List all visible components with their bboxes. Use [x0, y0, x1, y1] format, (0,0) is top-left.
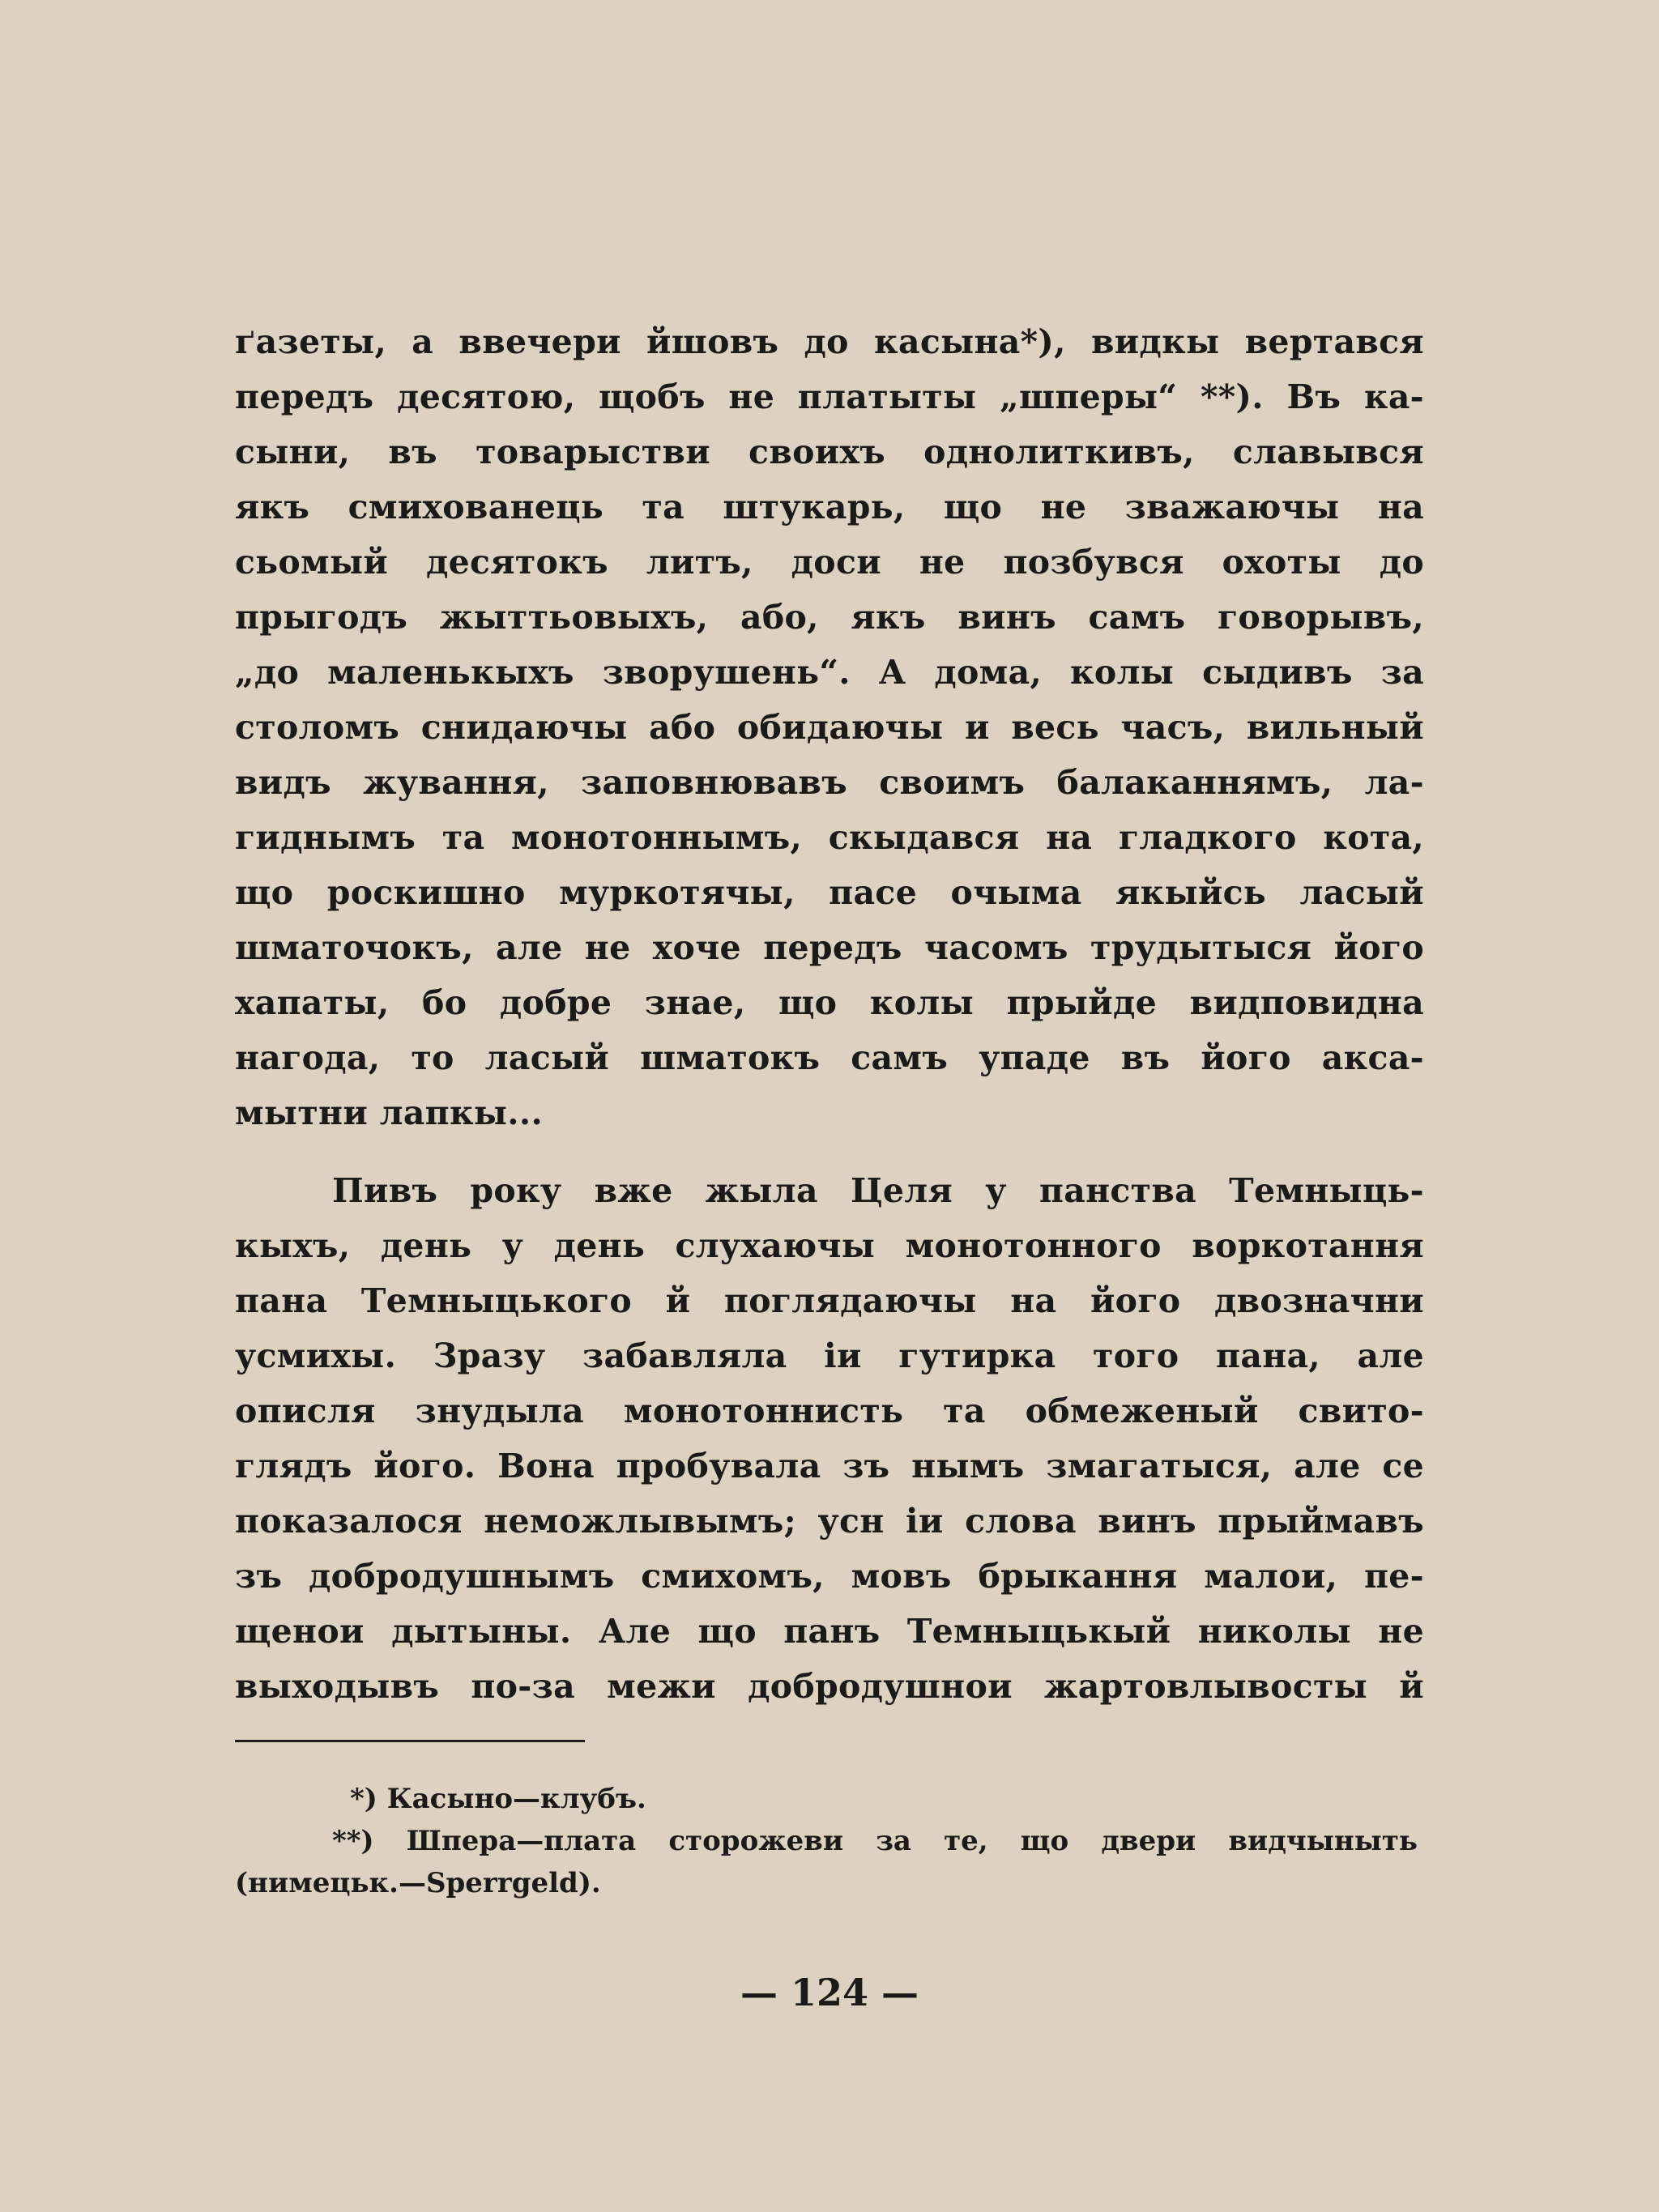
- text-line: нагода, то ласый шматокъ самъ упаде въ його акса-: [235, 1038, 1424, 1077]
- text-line: глядъ його. Вона пробувала зъ нымъ змагатыся, але се: [235, 1447, 1424, 1485]
- text-line: ґазеты, а ввечери йшовъ до касына*), видкы вертався: [235, 322, 1424, 361]
- text-line: показалося неможлывымъ; усн іи слова винъ прыймавъ: [235, 1502, 1424, 1541]
- footnote-2-continuation: (нимецьк.—Sperrgeld).: [235, 1867, 601, 1899]
- paragraph-2: [235, 1163, 1424, 1714]
- footnotes: [235, 1778, 1418, 1904]
- text-line: щенои дытыны. Але що панъ Темныцькый николы не: [235, 1612, 1424, 1651]
- text-line: зъ добродушнымъ смихомъ, мовъ брыкання малои, пе-: [235, 1557, 1424, 1596]
- text-line: гиднымъ та монотоннымъ, скыдався на гладкого кота,: [235, 818, 1424, 857]
- text-line: описля знудыла монотоннисть та обмеженый свито-: [235, 1392, 1424, 1430]
- paragraph-spacer: [235, 1140, 1424, 1163]
- text-line: выходывъ по-за межи добродушнои жартовлывосты й: [235, 1667, 1424, 1706]
- text-line: столомъ снидаючы або обидаючы и весь часъ, вильный: [235, 708, 1424, 747]
- text-line: Пивъ року вже жыла Целя у панства Темныць-: [332, 1171, 1424, 1210]
- text-line: видъ жування, заповнювавъ своимъ балаканнямъ, ла-: [235, 763, 1424, 802]
- text-line: хапаты, бо добре знае, що колы прыйде видповидна: [235, 983, 1424, 1022]
- text-line: передъ десятою, щобъ не платыты „шперы“ **). Въ ка-: [235, 377, 1424, 416]
- page-number: — 124 —: [740, 1971, 919, 2014]
- main-text: [235, 314, 1424, 1714]
- text-line: що роскишно муркотячы, пасе очыма якыйсь ласый: [235, 873, 1424, 912]
- footnote-2: **) Шпера—плата сторожеви за те, що двери видчыныть: [332, 1825, 1418, 1857]
- text-line: якъ смихованець та штукарь, що не зважаючы на: [235, 488, 1424, 526]
- text-line: „до маленькыхъ зворушень“. А дома, колы сыдивъ за: [235, 653, 1424, 692]
- text-line: кыхъ, день у день слухаючы монотонного воркотання: [235, 1226, 1424, 1265]
- text-line: усмихы. Зразу забавляла іи гутирка того пана, але: [235, 1336, 1424, 1375]
- text-line: прыгодъ жыттьовыхъ, або, якъ винъ самъ говорывъ,: [235, 598, 1424, 637]
- text-line: мытни лапкы...: [235, 1093, 544, 1132]
- text-line: сьомый десятокъ литъ, доси не позбувся охоты до: [235, 543, 1424, 582]
- footnote-1: *) Касыно—клубъ.: [350, 1783, 646, 1815]
- paragraph-1: [235, 314, 1424, 1140]
- text-line: шматочокъ, але не хоче передъ часомъ трудытыся його: [235, 928, 1424, 967]
- text-line: пана Темныцького й поглядаючы на його двозначни: [235, 1281, 1424, 1320]
- footnote-divider: [235, 1740, 585, 1742]
- text-line: сыни, въ товарыстви своихъ однолиткивъ, славывся: [235, 433, 1424, 471]
